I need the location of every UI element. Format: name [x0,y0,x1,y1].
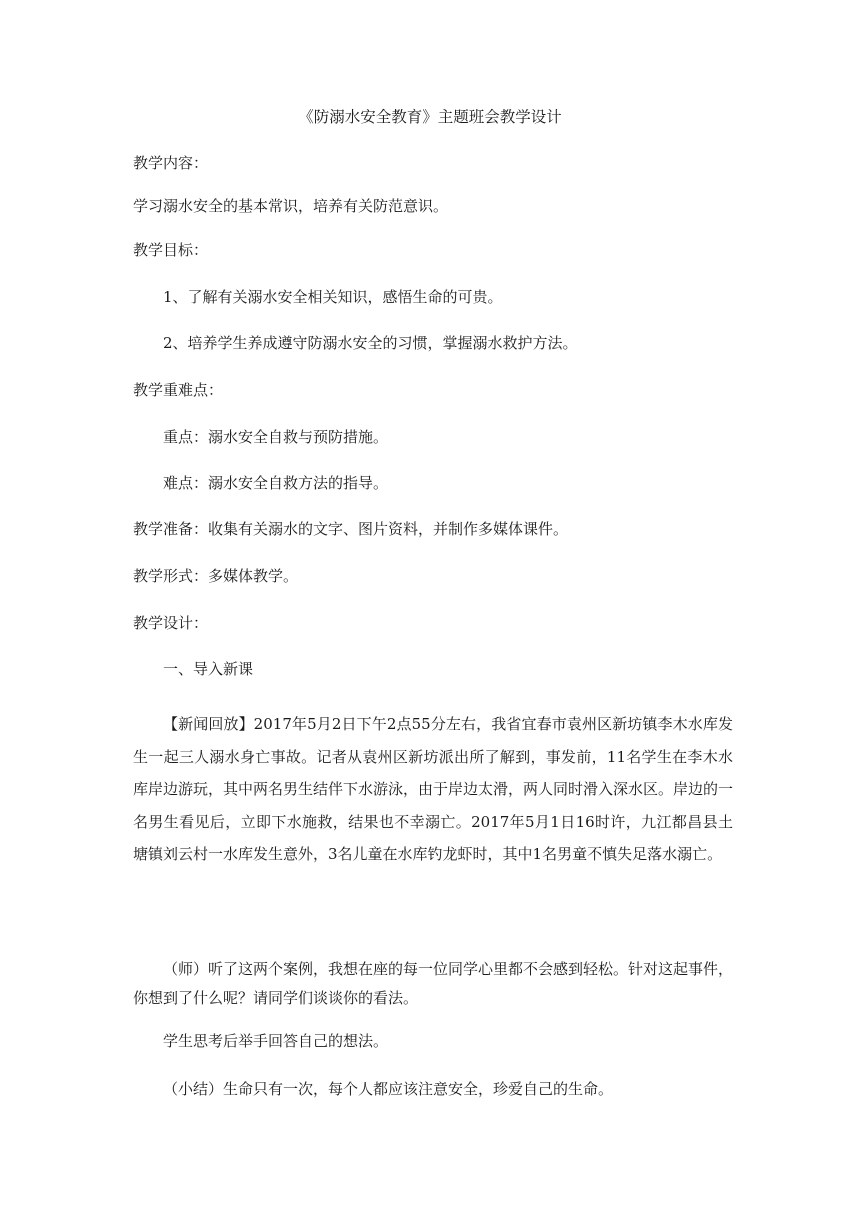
preparation-line: 教学准备：收集有关溺水的文字、图片资料，并制作多媒体课件。 [133,520,569,538]
key-point: 重点：溺水安全自救与预防措施。 [163,428,389,446]
document-title: 《防溺水安全教育》主题班会教学设计 [298,108,562,126]
goals-heading: 教学目标： [133,241,209,259]
student-response: 学生思考后举手回答自己的想法。 [163,1032,389,1050]
difficult-point: 难点：溺水安全自救方法的指导。 [163,474,389,492]
form-line: 教学形式：多媒体教学。 [133,567,299,585]
goal-item-2: 2、培养学生养成遵守防溺水安全的习惯，掌握溺水救护方法。 [163,334,578,352]
section-heading-1: 一、导入新课 [163,660,254,678]
content-heading: 教学内容： [133,154,209,172]
news-paragraph: 【新闻回放】2017年5月2日下午2点55分左右，我省宜春市袁州区新坊镇李木水库发生一起三人溺水身亡事故。记者从袁州区新坊派出所了解到，事发前，11名学生在李木水库岸边游玩，其中两名男生结伴下水游泳，由于岸边太滑，两人同时滑入深水区。岸边的一名男生看见后，立即下水施救，结果也不幸溺亡。2017年5月1日16时许，九江都昌县土塘镇刘云村一水库发生意外，3名儿童在水库钓龙虾时，其中1名男童不慎失足落水溺亡。 [133,715,734,863]
key-points-heading: 教学重难点： [133,381,224,399]
design-heading: 教学设计： [133,614,209,632]
teacher-paragraph: （师）听了这两个案例，我想在座的每一位同学心里都不会感到轻松。针对这起事件，你想到了什么呢？请同学们谈谈你的看法。 [133,960,734,1007]
content-text: 学习溺水安全的基本常识，培养有关防范意识。 [133,197,449,215]
goal-item-1: 1、了解有关溺水安全相关知识，感悟生命的可贵。 [163,288,503,306]
summary-line: （小结）生命只有一次，每个人都应该注意安全，珍爱自己的生命。 [163,1080,614,1098]
